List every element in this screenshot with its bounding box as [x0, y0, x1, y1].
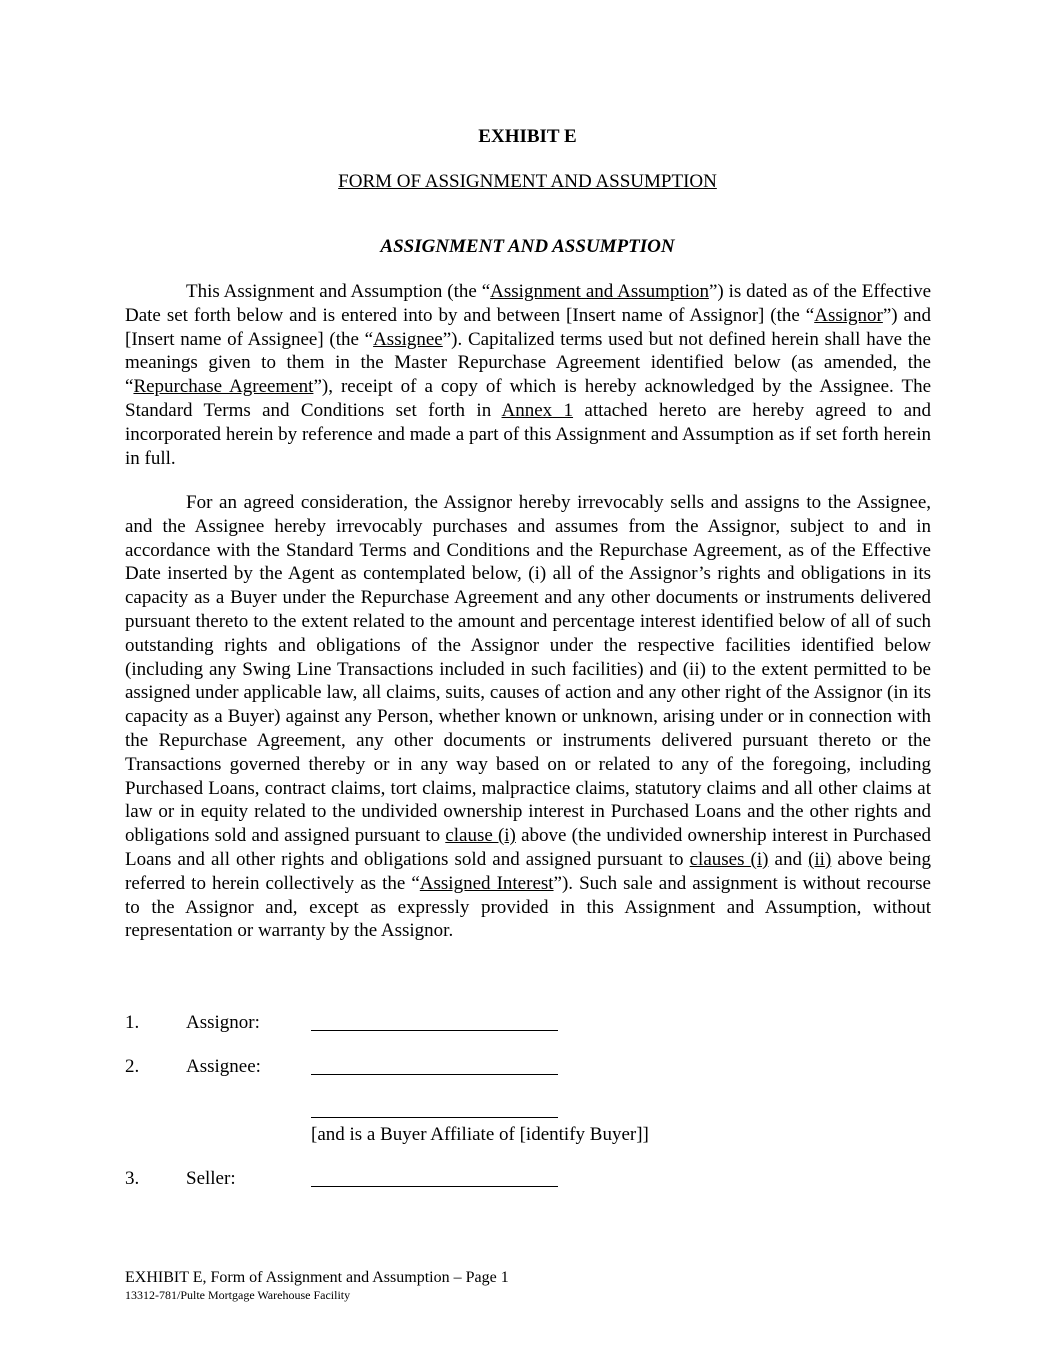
- item-number: 1.: [125, 1012, 140, 1033]
- item-number: 3.: [125, 1168, 140, 1189]
- clauses-i-reference: clauses (i): [689, 848, 769, 870]
- defined-term-assignee: Assignee: [373, 328, 443, 350]
- clause-ii-reference: (ii): [808, 848, 832, 870]
- assignee-label: Assignee:: [186, 1056, 261, 1077]
- assignee-field-row: [125, 1055, 825, 1079]
- assignor-label: Assignor:: [186, 1012, 260, 1033]
- buyer-affiliate-blank-line: [311, 1117, 558, 1118]
- assignee-blank-line: [311, 1074, 558, 1075]
- seller-blank-line: [311, 1186, 558, 1187]
- form-title: FORM OF ASSIGNMENT AND ASSUMPTION: [338, 171, 717, 192]
- defined-term-assignment-and-assumption: Assignment and Assumption: [490, 281, 709, 302]
- document-title: ASSIGNMENT AND ASSUMPTION: [380, 236, 675, 257]
- buyer-affiliate-note: [and is a Buyer Affiliate of [identify Buyer]]: [311, 1124, 649, 1145]
- seller-label: Seller:: [186, 1168, 236, 1189]
- assignor-field-row: [125, 1011, 825, 1035]
- footer-document-id: 13312-781/Pulte Mortgage Warehouse Facility: [125, 1288, 351, 1302]
- defined-term-assigned-interest: Assigned Interest: [419, 872, 554, 894]
- defined-term-assignor: Assignor: [814, 304, 883, 326]
- item-number: 2.: [125, 1056, 140, 1077]
- defined-term-repurchase-agreement: Repurchase Agreement: [133, 376, 314, 398]
- assignment-paragraph: For an agreed consideration, the Assignor hereby irrevocably sells and assigns to the Assignee, and the Assignee hereby irrevocably purchases and assumes from the Assignor, subject to and in accordance with the Standard Terms and Conditions and the Repurchase Agreement, as of the Effective Date inserted by the Agent as contemplated below, (i) all of the Assignor’s rights and obligations in its capacity as a Buyer under the Repurchase Agreement and any other documents or instruments delivered pursuant thereto to the extent related to the amount and percentage interest identified below of all of such outstanding rights and obligations of the Assignor under the respective facilities identified below (including any Swing Line Transactions included in such facilities) and (ii) to the extent permitted to be assigned under applicable law, all claims, suits, causes of action and any other right of the Assignor (in its capacity as a Buyer) against any Person, whether known or unknown, arising under or in connection with the Repurchase Agreement, any other documents or instruments delivered pursuant thereto or the Transactions governed thereby or in any way based on or related to any of the foregoing, including Purchased Loans, contract claims, tort claims, malpractice claims, statutory claims and all other claims at law or in equity related to the undivided ownership interest in Purchased Loans and the other rights and obligations sold and assigned pursuant to clause (i) above (the undivided ownership interest in Purchased Loans and all other rights and obligations sold and assigned pursuant to clauses (i) and (ii) above being referred to herein collectively as the “Assigned Interest”). Such sale and assignment is without recourse to the Assignor and, except as expressly provided in this Assignment and Assumption, without representation or warranty by the Assignor.: [125, 492, 932, 942]
- clause-i-reference: clause (i): [445, 825, 516, 847]
- annex-reference: Annex 1: [501, 399, 574, 421]
- footer-page-label: EXHIBIT E, Form of Assignment and Assumption – Page 1: [125, 1269, 509, 1286]
- assignor-blank-line: [311, 1030, 558, 1031]
- exhibit-heading: EXHIBIT E: [478, 126, 577, 147]
- intro-paragraph: This Assignment and Assumption (the “Assignment and Assumption”) is dated as of the Effective Date set forth below and is entered into by and between [Insert name of Assignor] (the “Assignor”) and [Insert name of Assignee] (the “Assignee”). Capitalized terms used but not defined herein shall have the meanings given to them in the Master Repurchase Agreement identified below (as amended, the “Repurchase Agreement”), receipt of a copy of which is hereby acknowledged by the Assignee. The Standard Terms and Conditions set forth in Annex 1 attached hereto are hereby agreed to and incorporated herein by reference and made a part of this Assignment and Assumption as if set forth herein in full.: [125, 281, 932, 469]
- seller-field-row: [125, 1167, 825, 1191]
